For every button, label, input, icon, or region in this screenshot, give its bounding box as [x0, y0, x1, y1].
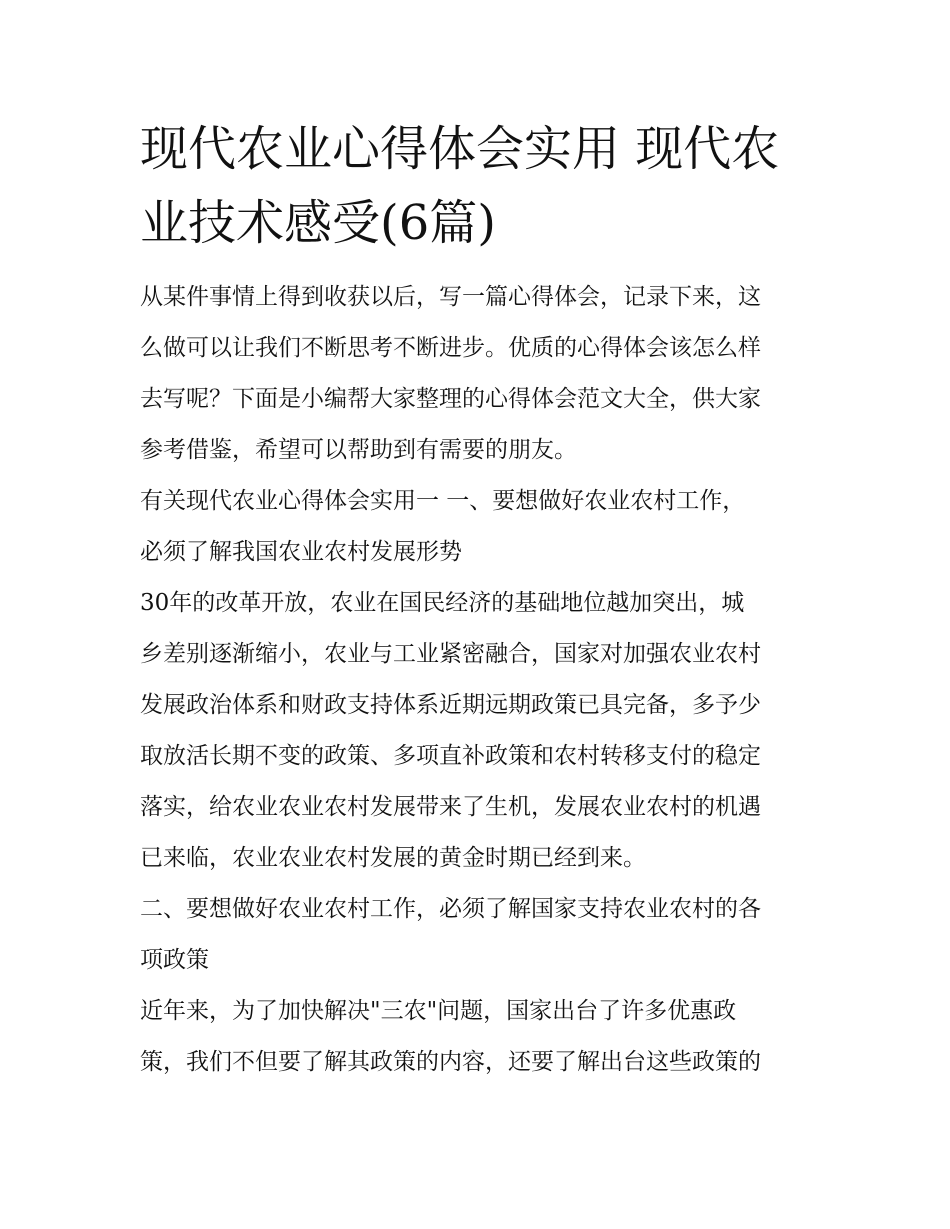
text-line: 落实，给农业农业农村发展带来了生机，发展农业农村的机遇 — [140, 794, 761, 820]
title-line: 业技术感受(6篇) — [140, 195, 496, 251]
text-line: 近年来，为了加快解决"三农"问题，国家出台了许多优惠政 — [140, 998, 737, 1024]
text-line: 必须了解我国农业农村发展形势 — [140, 539, 462, 565]
paragraph-section-two-heading — [140, 884, 820, 986]
text-line: 参考借鉴，希望可以帮助到有需要的朋友。 — [140, 437, 577, 463]
paragraph-section-one-body — [140, 578, 820, 884]
text-line: 二、要想做好农业农村工作，必须了解国家支持农业农村的各 — [140, 896, 761, 922]
document-content — [140, 112, 820, 1088]
text-line: 策，我们不但要了解其政策的内容，还要了解出台这些政策的 — [140, 1049, 761, 1075]
text-line: 30年的改革开放，农业在国民经济的基础地位越加突出，城 — [140, 590, 745, 616]
document-title — [140, 112, 820, 260]
title-line: 现代农业心得体会实用 现代农 — [140, 121, 780, 177]
text-line: 么做可以让我们不断思考不断进步。优质的心得体会该怎么样 — [140, 335, 761, 361]
paragraph-section-two-body — [140, 986, 820, 1088]
paragraph-section-one-heading — [140, 476, 820, 578]
text-line: 发展政治体系和财政支持体系近期远期政策已具完备，多予少 — [140, 692, 761, 718]
text-line: 有关现代农业心得体会实用一 一、要想做好农业农村工作， — [140, 488, 746, 514]
text-line: 项政策 — [140, 947, 209, 973]
document-body — [140, 272, 820, 1088]
paragraph-intro — [140, 272, 820, 476]
text-line: 乡差别逐渐缩小，农业与工业紧密融合，国家对加强农业农村 — [140, 641, 761, 667]
text-line: 去写呢？下面是小编帮大家整理的心得体会范文大全，供大家 — [140, 386, 761, 412]
text-line: 已来临，农业农业农村发展的黄金时期已经到来。 — [140, 845, 646, 871]
text-line: 从某件事情上得到收获以后，写一篇心得体会，记录下来，这 — [140, 284, 761, 310]
text-line: 取放活长期不变的政策、多项直补政策和农村转移支付的稳定 — [140, 743, 761, 769]
